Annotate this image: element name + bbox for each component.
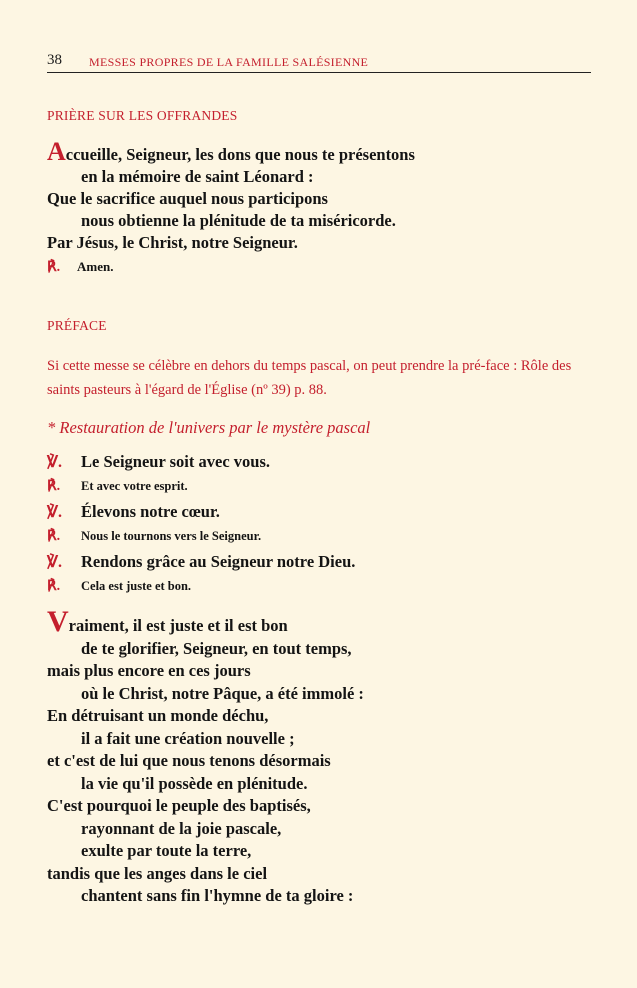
response-symbol: ℟. [47,579,61,594]
offerings-prayer [47,137,415,254]
prayer-line-2: en la mémoire de saint Léonard : [81,167,314,186]
response-symbol: ℟. [47,260,61,275]
page-header [47,52,591,73]
offerings-heading: PRIÈRE SUR LES OFFRANDES [47,108,238,123]
preface-heading: PRÉFACE [47,318,107,333]
running-title: MESSES PROPRES DE LA FAMILLE SALÉSIENNE [89,55,369,69]
preface-line-1: Vraiment, il est juste et il est bon [47,605,288,638]
preface-line-10: rayonnant de la joie pascale, [81,818,282,838]
response-1: ℟. Et avec votre esprit. [47,479,188,494]
versicle-2: ℣. Élevons notre cœur. [47,502,220,521]
versicle-3: ℣. Rendons grâce au Seigneur notre Dieu. [47,552,356,571]
response-symbol: ℟. [47,529,61,544]
prayer-line-4: nous obtienne la plénitude de ta miséricorde. [81,211,396,230]
preface-line-13: chantent sans fin l'hymne de ta gloire : [81,886,354,905]
prayer-line-5: Par Jésus, le Christ, notre Seigneur. [47,233,298,252]
preface-line-2: de te glorifier, Seigneur, en tout temps, [81,638,352,658]
preface-line-6: il a fait une création nouvelle ; [81,728,295,748]
drop-capital: V [47,605,69,638]
versicle-symbol: ℣. [47,554,62,571]
versicle-symbol: ℣. [47,504,62,521]
response-text: Amen. [77,259,114,274]
preface-line-3: mais plus encore en ces jours [47,661,251,680]
preface-line-7: et c'est de lui que nous tenons désormais [47,751,331,770]
preface-text [47,605,364,908]
drop-capital: A [47,137,66,166]
offerings-response [47,259,113,276]
preface-subtitle: * Restauration de l'univers par le mystère pascal [47,418,371,437]
preface-line-4: où le Christ, notre Pâque, a été immolé : [81,683,364,703]
preface-line-5: En détruisant un monde déchu, [47,706,269,725]
versicle-symbol: ℣. [47,454,62,471]
response-symbol: ℟. [47,479,61,494]
preface-rubric: Si cette messe se célèbre en dehors du temps pascal, on peut prendre la pré-face : Rôle des saints pasteurs à l'égard de l'Église (nº 39) p. 88. [47,358,572,398]
preface-line-11: exulte par toute la terre, [81,841,252,860]
versicle-1: ℣. Le Seigneur soit avec vous. [47,452,270,471]
page-number: 38 [47,52,62,68]
response-2: ℟. Nous le tournons vers le Seigneur. [47,529,262,544]
response-3: ℟. Cela est juste et bon. [47,579,192,594]
preface-line-8: la vie qu'il possède en plénitude. [81,773,308,793]
preface-line-9: C'est pourquoi le peuple des baptisés, [47,796,311,815]
prayer-line-3: Que le sacrifice auquel nous participons [47,189,328,208]
preface-line-12: tandis que les anges dans le ciel [47,863,268,883]
prayer-line-1: Accueille, Seigneur, les dons que nous te présentons [47,137,415,166]
